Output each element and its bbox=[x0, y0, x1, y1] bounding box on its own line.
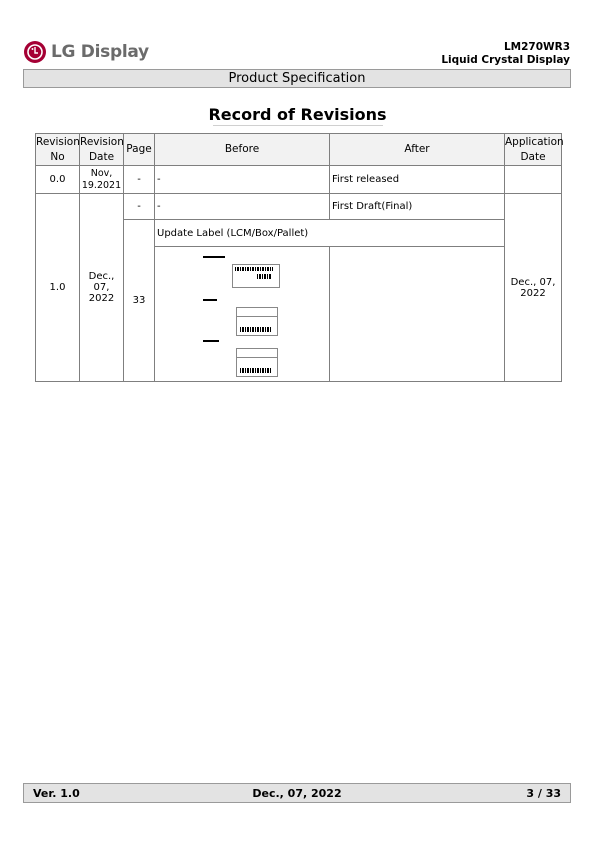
model-block bbox=[441, 41, 570, 67]
cell-page: 33 bbox=[124, 220, 155, 382]
box-label-image bbox=[236, 307, 278, 336]
col-header-before: Before bbox=[155, 134, 330, 166]
table-row bbox=[36, 194, 562, 220]
box-label-caption bbox=[203, 299, 217, 301]
lcm-label-image bbox=[232, 264, 280, 288]
cell-after: First released bbox=[330, 166, 505, 194]
revision-table bbox=[35, 133, 562, 382]
pallet-label-caption bbox=[203, 340, 219, 342]
cell-page: - bbox=[124, 166, 155, 194]
title-underline bbox=[213, 125, 383, 126]
cell-rev-date: Nov, 19.2021 bbox=[80, 166, 124, 194]
cell-change-note: Update Label (LCM/Box/Pallet) bbox=[155, 220, 505, 247]
col-header-after: After bbox=[330, 134, 505, 166]
cell-after-empty bbox=[330, 247, 505, 382]
col-header-page: Page bbox=[124, 134, 155, 166]
cell-rev-no: 0.0 bbox=[36, 166, 80, 194]
lcm-label-caption bbox=[203, 256, 225, 258]
model-number: LM270WR3 bbox=[503, 41, 570, 53]
footer-date: Dec., 07, 2022 bbox=[252, 787, 342, 800]
cell-rev-date: Dec., 07, 2022 bbox=[80, 194, 124, 382]
col-header-revision-date: Revision Date bbox=[80, 134, 124, 166]
lg-logo-icon bbox=[24, 41, 46, 63]
product-type: Liquid Crystal Display bbox=[441, 54, 570, 66]
cell-after: First Draft(Final) bbox=[330, 194, 505, 220]
table-row bbox=[36, 166, 562, 194]
lg-display-logo bbox=[24, 40, 149, 64]
col-header-revision-no: Revision No bbox=[36, 134, 80, 166]
footer-version: Ver. 1.0 bbox=[33, 787, 80, 800]
cell-app-date bbox=[505, 166, 562, 194]
cell-app-date: Dec., 07, 2022 bbox=[505, 194, 562, 382]
footer-page: 3 / 33 bbox=[526, 787, 561, 800]
page-title: Record of Revisions bbox=[208, 105, 387, 124]
section-bar: Product Specification bbox=[23, 69, 571, 88]
logo-text: LG Display bbox=[51, 42, 149, 62]
cell-before: - bbox=[155, 166, 330, 194]
cell-rev-no: 1.0 bbox=[36, 194, 80, 382]
page-footer bbox=[23, 783, 571, 803]
table-header-row bbox=[36, 134, 562, 166]
pallet-label-image bbox=[236, 348, 278, 377]
cell-page: - bbox=[124, 194, 155, 220]
col-header-application-date: Application Date bbox=[505, 134, 562, 166]
label-images bbox=[155, 247, 329, 381]
cell-before: - bbox=[155, 194, 330, 220]
cell-before-labels bbox=[155, 247, 330, 382]
